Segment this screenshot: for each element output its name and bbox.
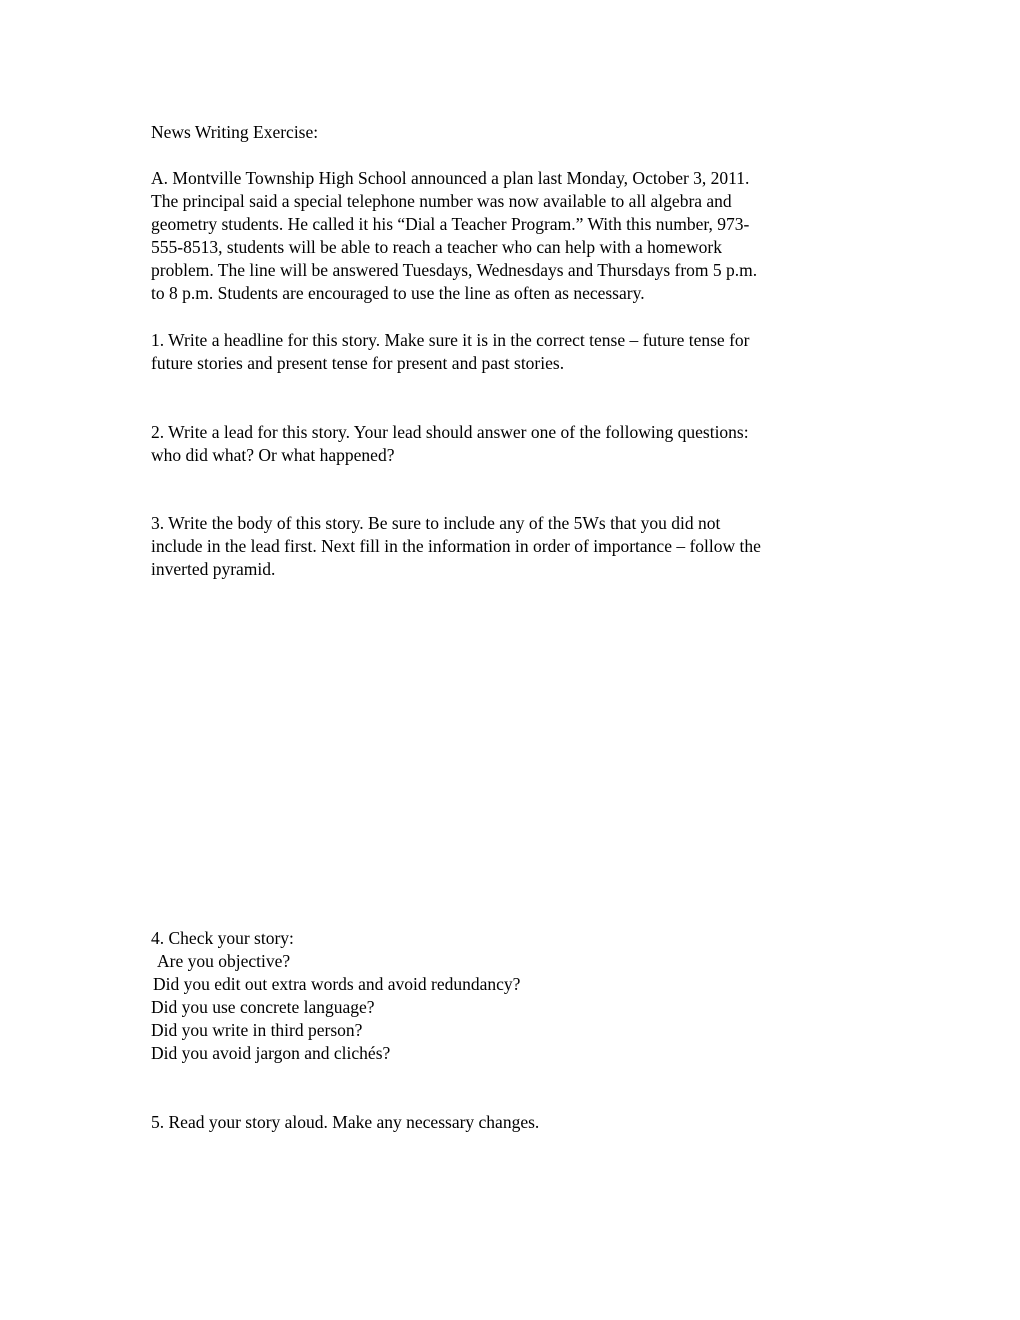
checklist-item: Did you write in third person? xyxy=(151,1020,363,1040)
question-5-line: 5. Read your story aloud. Make any necessary changes. xyxy=(151,1112,540,1132)
checklist-item: Did you avoid jargon and clichés? xyxy=(151,1043,391,1063)
passage-line: The principal said a special telephone number was now available to all algebra and xyxy=(151,191,732,211)
checklist-item: Are you objective? xyxy=(157,951,291,971)
question-2-line: who did what? Or what happened? xyxy=(151,445,395,465)
passage-line: A. Montville Township High School announced a plan last Monday, October 3, 2011. xyxy=(151,168,750,188)
question-1-line: 1. Write a headline for this story. Make sure it is in the correct tense – future tense for xyxy=(151,330,750,350)
passage-line: geometry students. He called it his “Dial a Teacher Program.” With this number, 973- xyxy=(151,214,750,234)
passage-line: problem. The line will be answered Tuesdays, Wednesdays and Thursdays from 5 p.m. xyxy=(151,260,758,280)
question-1-line: future stories and present tense for present and past stories. xyxy=(151,353,565,373)
question-2-line: 2. Write a lead for this story. Your lead should answer one of the following questions: xyxy=(151,422,749,442)
passage-line: 555-8513, students will be able to reach a teacher who can help with a homework xyxy=(151,237,722,257)
document-title: News Writing Exercise: xyxy=(151,122,319,142)
checklist-item: Did you edit out extra words and avoid redundancy? xyxy=(153,974,521,994)
passage-line: to 8 p.m. Students are encouraged to use the line as often as necessary. xyxy=(151,283,645,303)
question-3-line: 3. Write the body of this story. Be sure to include any of the 5Ws that you did not xyxy=(151,513,721,533)
checklist-item: Did you use concrete language? xyxy=(151,997,375,1017)
question-4-heading: 4. Check your story: xyxy=(151,928,294,948)
question-3-line: include in the lead first. Next fill in the information in order of importance – follow the xyxy=(151,536,761,556)
question-3-line: inverted pyramid. xyxy=(151,559,276,579)
